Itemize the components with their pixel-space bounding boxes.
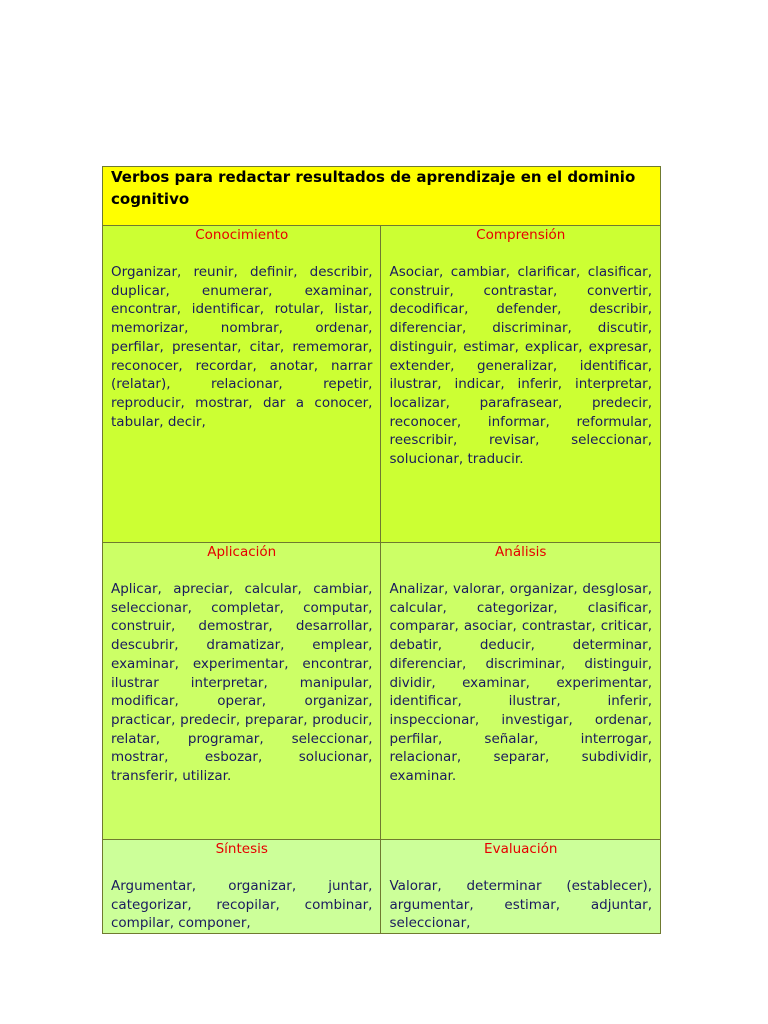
cell-aplicacion [103, 543, 381, 840]
table-row [103, 226, 661, 543]
heading-sintesis: Síntesis [215, 841, 268, 857]
cell-conocimiento [103, 226, 381, 543]
cell-analisis [381, 543, 661, 840]
verbs-sintesis: Argumentar, organizar, juntar, categorizar, recopilar, combinar, compilar, componer, [111, 878, 373, 932]
verbs-table [102, 166, 661, 934]
heading-aplicacion: Aplicación [207, 544, 277, 560]
verbs-aplicacion: Aplicar, apreciar, calcular, cambiar, seleccionar, completar, computar, construir, demostrar, desarrollar, descubrir, dramatizar, emplear, examinar, experimentar, encontrar, ilustrar interpretar, manipular, modificar, operar, organizar, practicar, predecir, preparar, producir, relatar, programar, seleccionar, mostrar, esbozar, solucionar, transferir, utilizar. [111, 581, 373, 785]
verbs-analisis: Analizar, valorar, organizar, desglosar, calcular, categorizar, clasificar, comparar, asociar, contrastar, criticar, debatir, deducir, determinar, diferenciar, discriminar, distinguir, dividir, examinar, experimentar, identificar, ilustrar, inferir, inspeccionar, investigar, ordenar, perfilar, señalar, interrogar, relacionar, separar, subdividir, examinar. [389, 581, 652, 785]
heading-conocimiento: Conocimiento [195, 227, 289, 243]
cell-evaluacion [381, 840, 661, 934]
cell-comprension [381, 226, 661, 543]
heading-comprension: Comprensión [476, 227, 566, 243]
cell-sintesis [103, 840, 381, 934]
heading-evaluacion: Evaluación [484, 841, 558, 857]
heading-analisis: Análisis [495, 544, 547, 560]
table-title: Verbos para redactar resultados de aprendizaje en el dominio cognitivo [111, 168, 636, 208]
verbs-evaluacion: Valorar, determinar (establecer), argumentar, estimar, adjuntar, seleccionar, [389, 878, 652, 932]
title-row [103, 167, 661, 226]
title-cell [103, 167, 661, 226]
verbs-conocimiento: Organizar, reunir, definir, describir, duplicar, enumerar, examinar, encontrar, identificar, rotular, listar, memorizar, nombrar, ordenar, perfilar, presentar, citar, rememorar, reconocer, recordar, anotar, narrar (relatar), relacionar, repetir, reproducir, mostrar, dar a conocer, tabular, decir, [111, 264, 373, 430]
table-row [103, 543, 661, 840]
table-row [103, 840, 661, 934]
verbs-comprension: Asociar, cambiar, clarificar, clasificar, construir, contrastar, convertir, decodificar, defender, describir, diferenciar, discriminar, discutir, distinguir, estimar, explicar, expresar, extender, generalizar, identificar, ilustrar, indicar, inferir, interpretar, localizar, parafrasear, predecir, reconocer, informar, reformular, reescribir, revisar, seleccionar, solucionar, traducir. [389, 264, 652, 468]
